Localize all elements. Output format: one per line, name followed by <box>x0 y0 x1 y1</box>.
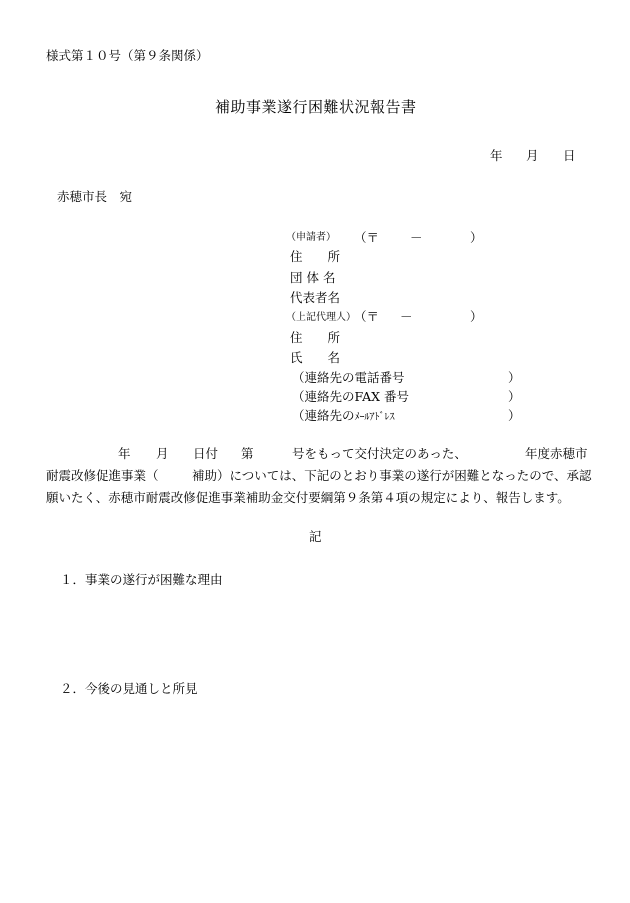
contact-phone-label: （連絡先の電話番号 <box>292 370 405 385</box>
date-day: 日 <box>563 148 576 163</box>
body-year: 年 <box>118 446 131 461</box>
applicant-label: （申請者） <box>286 232 336 243</box>
proxy-postal-dash: － <box>400 309 413 324</box>
item-2: ２．今後の見通しと所見 <box>60 681 198 696</box>
document-title: 補助事業遂行困難状況報告書 <box>215 98 417 116</box>
proxy-postal-open: （〒 <box>354 309 380 324</box>
applicant-org-label: 団 体 名 <box>290 270 336 285</box>
applicant-rep-label: 代表者名 <box>290 290 341 305</box>
contact-email-prefix: （連絡先の <box>292 408 355 423</box>
applicant-address-label: 住 所 <box>290 249 341 264</box>
proxy-address-label: 住 所 <box>290 330 341 345</box>
applicant-postal-open: （〒 <box>354 230 380 245</box>
proxy-name-label: 氏 名 <box>290 350 341 365</box>
proxy-label: （上記代理人） <box>286 312 356 323</box>
body-dai: 第 <box>241 446 254 461</box>
contact-email-small: ﾒｰﾙｱﾄﾞﾚｽ <box>354 412 395 423</box>
proxy-postal-close: ） <box>470 309 483 324</box>
item-1: １．事業の遂行が困難な理由 <box>60 572 223 587</box>
contact-fax-label: （連絡先のFAX 番号 <box>292 389 409 404</box>
date-year: 年 <box>490 148 503 163</box>
contact-phone-close: ） <box>508 370 521 385</box>
body-line1-rest: 号をもって交付決定のあった、 <box>292 446 467 461</box>
body-day: 日付 <box>193 446 219 461</box>
form-number: 様式第１０号（第９条関係） <box>46 48 209 63</box>
body-fiscal-year: 年度赤穂市 <box>525 446 588 461</box>
contact-email-close: ） <box>508 408 521 423</box>
applicant-postal-close: ） <box>470 230 483 245</box>
body-line2-b: 補助）については、下記のとおり事業の遂行が困難となったので、承認 <box>192 468 592 483</box>
body-line2-a: 耐震改修促進事業（ <box>46 468 159 483</box>
addressee: 赤穂市長 宛 <box>57 189 133 204</box>
body-line3: 願いたく、赤穂市耐震改修促進事業補助金交付要綱第９条第４項の規定により、報告します。 <box>46 490 570 505</box>
contact-email-label <box>292 410 395 423</box>
body-month: 月 <box>156 446 169 461</box>
applicant-postal-dash: － <box>410 230 423 245</box>
ki-heading: 記 <box>309 529 322 544</box>
date-month: 月 <box>526 148 539 163</box>
contact-fax-close: ） <box>508 389 521 404</box>
